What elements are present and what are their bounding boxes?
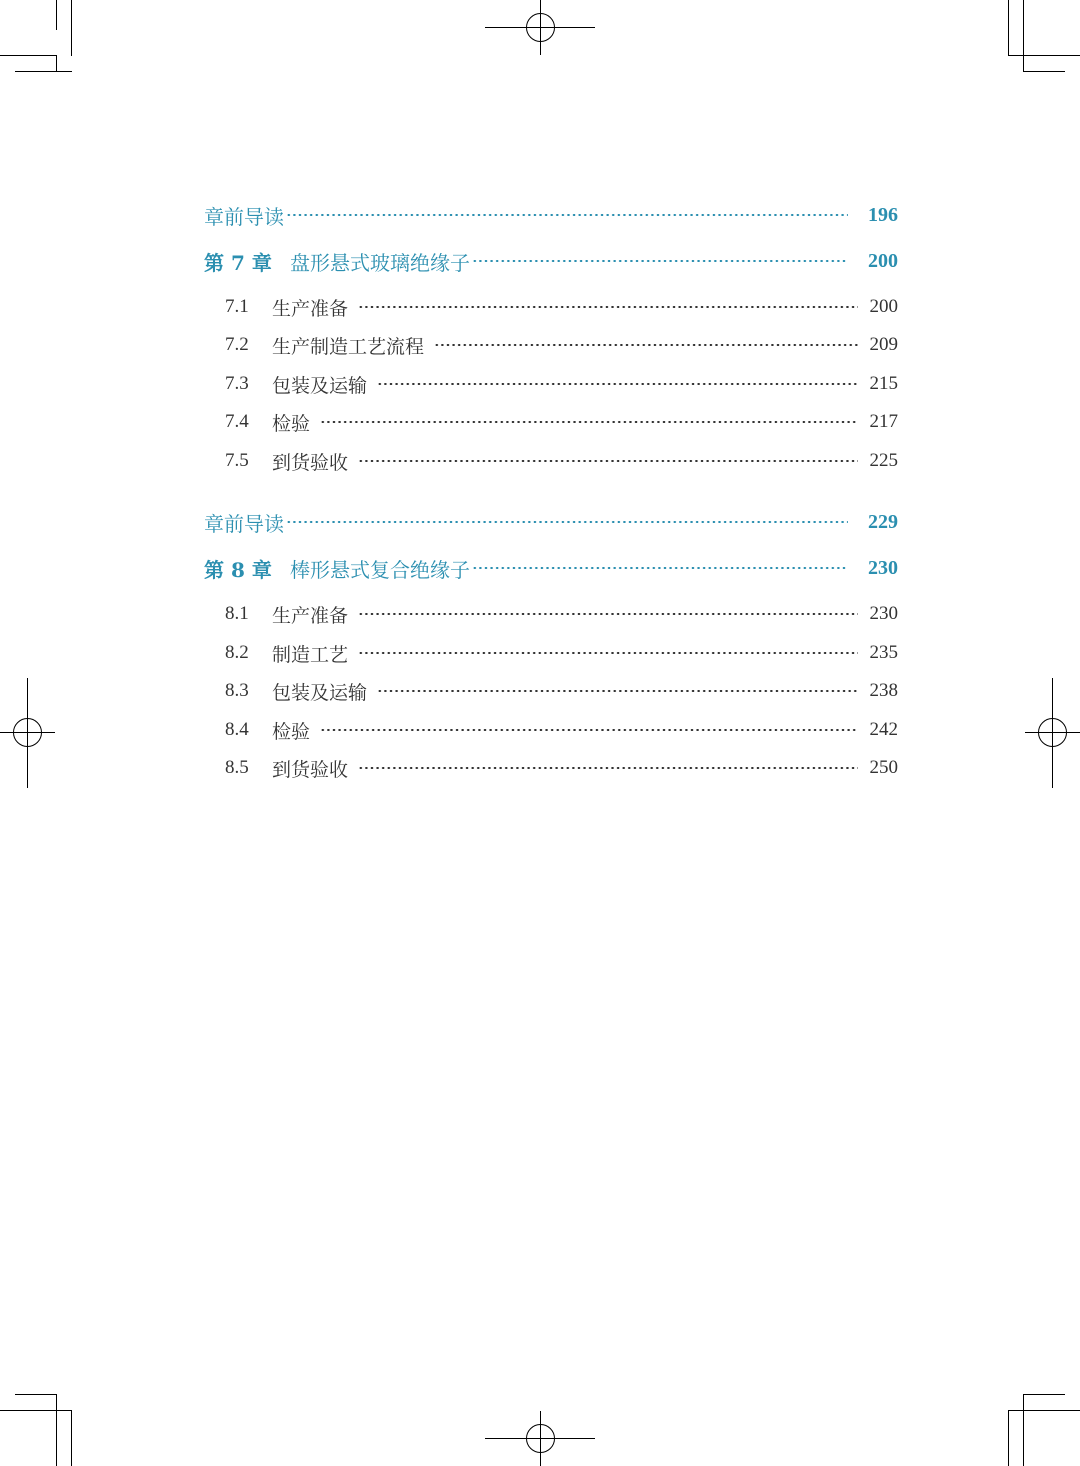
toc-preface-ch7[interactable] [204,200,898,230]
toc-entry[interactable] [225,753,898,783]
section-title: 包装及运输 [272,374,368,397]
section-title: 生产准备 [272,604,349,627]
section-title: 生产制造工艺流程 [272,335,425,358]
page-number: 229 [868,510,898,533]
toc-chapter-7[interactable] [204,246,898,276]
section-number: 7.3 [225,373,249,394]
dot-leader [434,344,857,346]
toc-entry[interactable] [225,446,898,476]
section-number: 8.5 [225,757,249,778]
section-title: 包装及运输 [272,681,368,704]
toc-preface-ch8[interactable] [204,507,898,537]
chapter-title: 盘形悬式玻璃绝缘子 [290,250,470,275]
section-number: 8.2 [225,642,249,663]
section-number: 7.2 [225,334,249,355]
page-number: 200 [868,249,898,272]
chapter-number: 第 7 章 [204,250,272,275]
dot-leader [377,690,857,692]
dot-leader [286,521,848,523]
section-number: 8.3 [225,680,249,701]
section-number: 7.4 [225,411,249,432]
page-number: 230 [868,556,898,579]
toc-entry[interactable] [225,330,898,360]
dot-leader [472,567,848,569]
dot-leader [358,306,857,308]
toc-chapter-8[interactable] [204,553,898,583]
page-number: 230 [869,603,898,624]
section-title: 检验 [272,412,311,435]
section-title: 到货验收 [272,451,349,474]
section-title: 生产准备 [272,297,349,320]
dot-leader [472,260,848,262]
dot-leader [377,383,857,385]
section-title: 检验 [272,720,311,743]
page-number: 235 [869,642,898,663]
dot-leader [320,421,857,423]
preface-label: 章前导读 [204,204,284,229]
page-number: 250 [869,757,898,778]
section-number: 8.1 [225,603,249,624]
section-title: 制造工艺 [272,643,349,666]
chapter-number: 第 8 章 [204,557,272,582]
section-number: 8.4 [225,719,249,740]
dot-leader [286,214,848,216]
page-number: 196 [868,203,898,226]
page-number: 217 [869,411,898,432]
toc-entry[interactable] [225,407,898,437]
page-number: 200 [869,296,898,317]
preface-label: 章前导读 [204,511,284,536]
dot-leader [358,767,857,769]
dot-leader [320,729,857,731]
toc-entry[interactable] [225,638,898,668]
page-number: 238 [869,680,898,701]
toc-entry[interactable] [225,715,898,745]
page-number: 242 [869,719,898,740]
toc-entry[interactable] [225,599,898,629]
section-title: 到货验收 [272,758,349,781]
toc-entry[interactable] [225,292,898,322]
toc-entry[interactable] [225,676,898,706]
page-number: 215 [869,373,898,394]
section-number: 7.5 [225,450,249,471]
page-number: 209 [869,334,898,355]
chapter-title: 棒形悬式复合绝缘子 [290,557,470,582]
toc-entry[interactable] [225,369,898,399]
dot-leader [358,460,857,462]
page-number: 225 [869,450,898,471]
dot-leader [358,613,857,615]
section-number: 7.1 [225,296,249,317]
dot-leader [358,652,857,654]
